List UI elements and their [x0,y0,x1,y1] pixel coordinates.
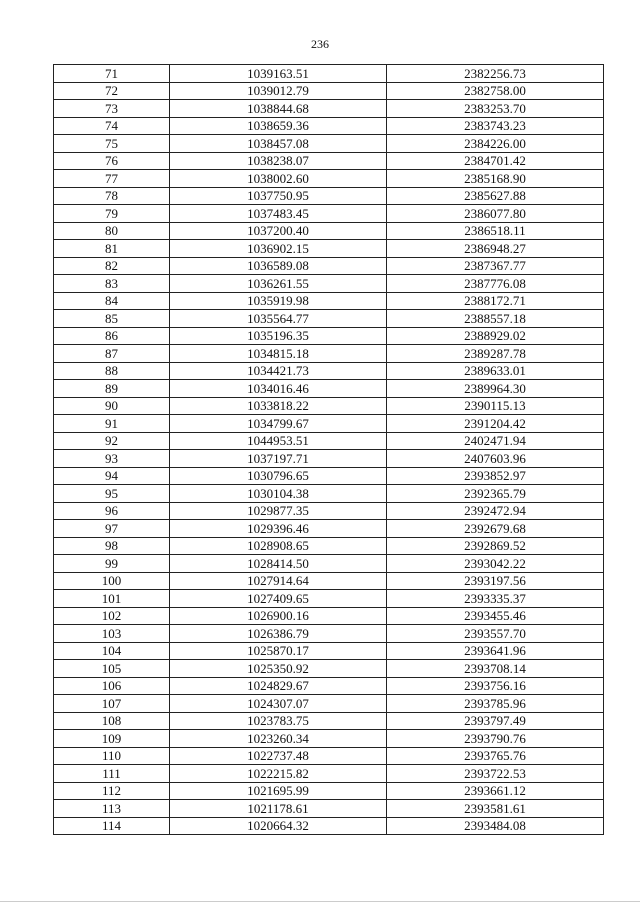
table-row [54,275,604,293]
y-coordinate-cell: 2389633.01 [387,362,604,380]
table-row [54,520,604,538]
x-coordinate-cell: 1044953.51 [170,432,387,450]
point-number-cell: 109 [54,730,170,748]
y-coordinate-cell: 2393765.76 [387,747,604,765]
y-coordinate-cell: 2385168.90 [387,170,604,188]
x-coordinate-cell: 1036589.08 [170,257,387,275]
y-coordinate-cell: 2389964.30 [387,380,604,398]
table-row [54,432,604,450]
table-row [54,362,604,380]
y-coordinate-cell: 2386948.27 [387,240,604,258]
table-row [54,170,604,188]
y-coordinate-cell: 2382256.73 [387,65,604,83]
table-row [54,117,604,135]
y-coordinate-cell: 2407603.96 [387,450,604,468]
y-coordinate-cell: 2384701.42 [387,152,604,170]
point-number-cell: 75 [54,135,170,153]
x-coordinate-cell: 1038238.07 [170,152,387,170]
table-row [54,747,604,765]
point-number-cell: 102 [54,607,170,625]
y-coordinate-cell: 2386077.80 [387,205,604,223]
table-row [54,222,604,240]
y-coordinate-cell: 2393708.14 [387,660,604,678]
table-row [54,380,604,398]
x-coordinate-cell: 1038002.60 [170,170,387,188]
x-coordinate-cell: 1035564.77 [170,310,387,328]
table-row [54,240,604,258]
table-row [54,572,604,590]
y-coordinate-cell: 2402471.94 [387,432,604,450]
y-coordinate-cell: 2393852.97 [387,467,604,485]
point-number-cell: 97 [54,520,170,538]
table-row [54,607,604,625]
point-number-cell: 101 [54,590,170,608]
x-coordinate-cell: 1023260.34 [170,730,387,748]
table-row [54,695,604,713]
point-number-cell: 111 [54,765,170,783]
x-coordinate-cell: 1036261.55 [170,275,387,293]
table-row [54,397,604,415]
y-coordinate-cell: 2393484.08 [387,817,604,835]
x-coordinate-cell: 1026900.16 [170,607,387,625]
point-number-cell: 92 [54,432,170,450]
table-row [54,257,604,275]
point-number-cell: 84 [54,292,170,310]
point-number-cell: 90 [54,397,170,415]
y-coordinate-cell: 2393557.70 [387,625,604,643]
point-number-cell: 93 [54,450,170,468]
x-coordinate-cell: 1024829.67 [170,677,387,695]
table-row [54,205,604,223]
y-coordinate-cell: 2386518.11 [387,222,604,240]
table-row [54,100,604,118]
x-coordinate-cell: 1028908.65 [170,537,387,555]
y-coordinate-cell: 2392365.79 [387,485,604,503]
table-row [54,555,604,573]
y-coordinate-cell: 2383743.23 [387,117,604,135]
y-coordinate-cell: 2393661.12 [387,782,604,800]
point-number-cell: 104 [54,642,170,660]
x-coordinate-cell: 1021695.99 [170,782,387,800]
point-number-cell: 114 [54,817,170,835]
x-coordinate-cell: 1022737.48 [170,747,387,765]
point-number-cell: 99 [54,555,170,573]
x-coordinate-cell: 1021178.61 [170,800,387,818]
table-row [54,467,604,485]
table-row [54,660,604,678]
x-coordinate-cell: 1037200.40 [170,222,387,240]
y-coordinate-cell: 2392679.68 [387,520,604,538]
y-coordinate-cell: 2393790.76 [387,730,604,748]
table-row [54,712,604,730]
point-number-cell: 80 [54,222,170,240]
x-coordinate-cell: 1028414.50 [170,555,387,573]
table-row [54,187,604,205]
point-number-cell: 107 [54,695,170,713]
point-number-cell: 108 [54,712,170,730]
y-coordinate-cell: 2388557.18 [387,310,604,328]
page-number: 236 [311,37,329,51]
x-coordinate-cell: 1030104.38 [170,485,387,503]
point-number-cell: 94 [54,467,170,485]
point-number-cell: 88 [54,362,170,380]
x-coordinate-cell: 1038659.36 [170,117,387,135]
x-coordinate-cell: 1027409.65 [170,590,387,608]
table-row [54,590,604,608]
x-coordinate-cell: 1029396.46 [170,520,387,538]
x-coordinate-cell: 1030796.65 [170,467,387,485]
table-row [54,502,604,520]
coordinate-table [53,64,604,835]
x-coordinate-cell: 1036902.15 [170,240,387,258]
point-number-cell: 98 [54,537,170,555]
table-row [54,345,604,363]
x-coordinate-cell: 1038844.68 [170,100,387,118]
y-coordinate-cell: 2387367.77 [387,257,604,275]
y-coordinate-cell: 2388929.02 [387,327,604,345]
point-number-cell: 95 [54,485,170,503]
x-coordinate-cell: 1024307.07 [170,695,387,713]
x-coordinate-cell: 1038457.08 [170,135,387,153]
point-number-cell: 87 [54,345,170,363]
y-coordinate-cell: 2393785.96 [387,695,604,713]
table-row [54,310,604,328]
x-coordinate-cell: 1035919.98 [170,292,387,310]
table-row [54,765,604,783]
y-coordinate-cell: 2393641.96 [387,642,604,660]
y-coordinate-cell: 2393197.56 [387,572,604,590]
x-coordinate-cell: 1035196.35 [170,327,387,345]
point-number-cell: 82 [54,257,170,275]
x-coordinate-cell: 1037750.95 [170,187,387,205]
x-coordinate-cell: 1029877.35 [170,502,387,520]
table-row [54,730,604,748]
point-number-cell: 91 [54,415,170,433]
coordinate-table-body [54,65,604,835]
point-number-cell: 72 [54,82,170,100]
point-number-cell: 79 [54,205,170,223]
x-coordinate-cell: 1025350.92 [170,660,387,678]
point-number-cell: 89 [54,380,170,398]
x-coordinate-cell: 1025870.17 [170,642,387,660]
table-row [54,82,604,100]
y-coordinate-cell: 2392472.94 [387,502,604,520]
point-number-cell: 96 [54,502,170,520]
table-row [54,292,604,310]
table-row [54,677,604,695]
y-coordinate-cell: 2391204.42 [387,415,604,433]
table-row [54,642,604,660]
y-coordinate-cell: 2385627.88 [387,187,604,205]
table-row [54,65,604,83]
x-coordinate-cell: 1034815.18 [170,345,387,363]
y-coordinate-cell: 2393581.61 [387,800,604,818]
x-coordinate-cell: 1020664.32 [170,817,387,835]
y-coordinate-cell: 2393797.49 [387,712,604,730]
x-coordinate-cell: 1022215.82 [170,765,387,783]
point-number-cell: 77 [54,170,170,188]
point-number-cell: 81 [54,240,170,258]
y-coordinate-cell: 2393756.16 [387,677,604,695]
point-number-cell: 103 [54,625,170,643]
point-number-cell: 110 [54,747,170,765]
x-coordinate-cell: 1039163.51 [170,65,387,83]
point-number-cell: 74 [54,117,170,135]
point-number-cell: 71 [54,65,170,83]
table-row [54,485,604,503]
table-row [54,800,604,818]
point-number-cell: 106 [54,677,170,695]
point-number-cell: 105 [54,660,170,678]
table-row [54,135,604,153]
x-coordinate-cell: 1034799.67 [170,415,387,433]
y-coordinate-cell: 2388172.71 [387,292,604,310]
x-coordinate-cell: 1023783.75 [170,712,387,730]
point-number-cell: 73 [54,100,170,118]
y-coordinate-cell: 2392869.52 [387,537,604,555]
point-number-cell: 86 [54,327,170,345]
y-coordinate-cell: 2382758.00 [387,82,604,100]
table-row [54,152,604,170]
y-coordinate-cell: 2390115.13 [387,397,604,415]
point-number-cell: 83 [54,275,170,293]
x-coordinate-cell: 1037483.45 [170,205,387,223]
x-coordinate-cell: 1037197.71 [170,450,387,468]
table-row [54,625,604,643]
point-number-cell: 100 [54,572,170,590]
y-coordinate-cell: 2393722.53 [387,765,604,783]
point-number-cell: 85 [54,310,170,328]
x-coordinate-cell: 1039012.79 [170,82,387,100]
table-row [54,817,604,835]
x-coordinate-cell: 1027914.64 [170,572,387,590]
table-row [54,450,604,468]
x-coordinate-cell: 1026386.79 [170,625,387,643]
y-coordinate-cell: 2384226.00 [387,135,604,153]
table-row [54,415,604,433]
x-coordinate-cell: 1034421.73 [170,362,387,380]
x-coordinate-cell: 1033818.22 [170,397,387,415]
y-coordinate-cell: 2393042.22 [387,555,604,573]
y-coordinate-cell: 2389287.78 [387,345,604,363]
table-row [54,537,604,555]
y-coordinate-cell: 2383253.70 [387,100,604,118]
y-coordinate-cell: 2387776.08 [387,275,604,293]
y-coordinate-cell: 2393335.37 [387,590,604,608]
point-number-cell: 78 [54,187,170,205]
table-row [54,327,604,345]
point-number-cell: 76 [54,152,170,170]
y-coordinate-cell: 2393455.46 [387,607,604,625]
x-coordinate-cell: 1034016.46 [170,380,387,398]
table-row [54,782,604,800]
point-number-cell: 113 [54,800,170,818]
point-number-cell: 112 [54,782,170,800]
